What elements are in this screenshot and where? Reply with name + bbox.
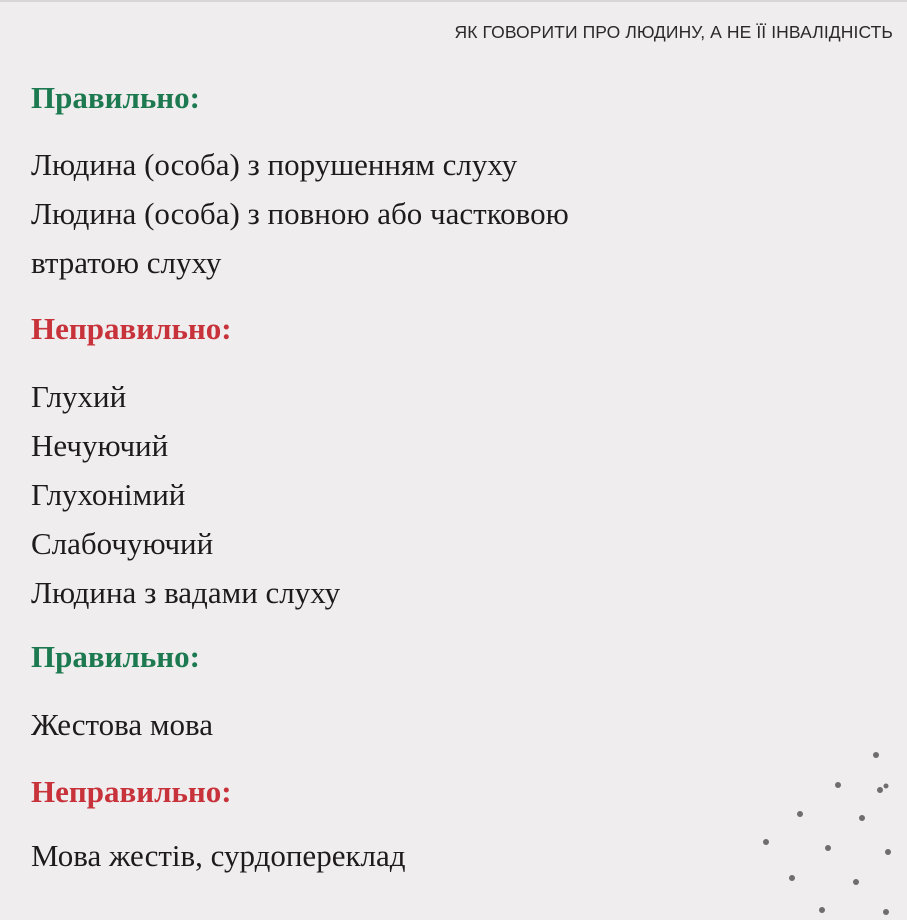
list-item: Людина (особа) з порушенням слуху: [31, 147, 518, 182]
correct-list: [31, 700, 213, 749]
correct-label: Правильно:: [31, 639, 200, 674]
top-rule: [0, 0, 907, 2]
correct-label: Правильно:: [31, 80, 200, 115]
list-item: Нечуючий: [31, 428, 169, 463]
list-item: Людина з вадами слуху: [31, 575, 341, 610]
list-item: Жестова мова: [31, 707, 213, 742]
list-item: втратою слуху: [31, 245, 222, 280]
header-title: ЯК ГОВОРИТИ ПРО ЛЮДИНУ, А НЕ ЇЇ ІНВАЛІДНІСТЬ: [454, 22, 893, 42]
incorrect-list: [31, 831, 406, 880]
dot-pattern-icon: [740, 730, 907, 920]
incorrect-list: [31, 372, 340, 617]
list-item: Глухонімий: [31, 477, 186, 512]
list-item: Слабочуючий: [31, 526, 214, 561]
correct-list: [31, 140, 569, 287]
list-item: Людина (особа) з повною або частковою: [31, 196, 569, 231]
incorrect-label: Неправильно:: [31, 774, 232, 809]
incorrect-label: Неправильно:: [31, 311, 232, 346]
list-item: Мова жестів, сурдопереклад: [31, 838, 406, 873]
list-item: Глухий: [31, 379, 127, 414]
